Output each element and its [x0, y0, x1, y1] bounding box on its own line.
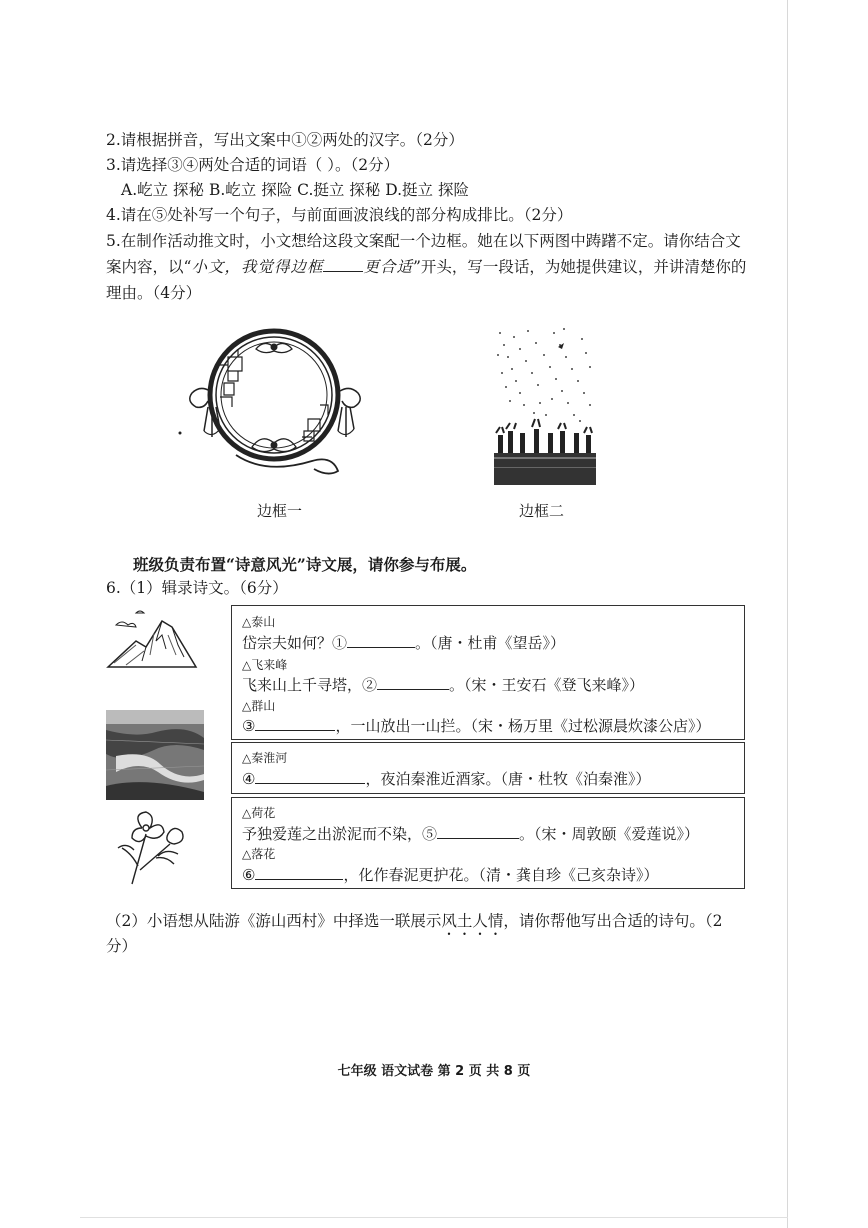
q5-quote-a: 小文，我觉得边框 — [191, 258, 324, 276]
answer-blank-4[interactable] — [255, 769, 365, 784]
poem-line-1-text: 岱宗夫如何？① — [242, 634, 348, 652]
tag-lotus: △荷花 — [242, 806, 276, 820]
poem-line-6-num: ⑥ — [242, 866, 256, 884]
poem-line-4 — [242, 768, 650, 789]
question-5-line-2 — [106, 257, 746, 277]
q5-quote-b: 更合适 — [363, 258, 413, 276]
frame-one-illustration — [176, 325, 372, 485]
poem-line-3-num: ③ — [242, 717, 256, 735]
poem-line-6-source: ，化作春泥更护花。（清・龚自珍《己亥杂诗》） — [343, 866, 659, 884]
poem-line-2-source: 。（宋・王安石《登飞来峰》） — [449, 676, 645, 694]
question-6-part-2-line-1 — [106, 911, 723, 939]
part-2-emphasis: 风土人情 — [441, 912, 504, 930]
part-2-text-a: （2）小语想从陆游《游山西村》中择选一联展示 — [106, 912, 442, 930]
poem-line-4-num: ④ — [242, 770, 256, 788]
lotus-flower-illustration — [112, 808, 192, 888]
poem-line-4-source: ，夜泊秦淮近酒家。（唐・杜牧《泊秦淮》） — [365, 770, 651, 788]
question-2: 2.请根据拼音，写出文案中①②两处的汉字。（2分） — [106, 131, 464, 149]
tag-qinhuai: △秦淮河 — [242, 751, 288, 765]
q5-blank[interactable] — [323, 257, 363, 272]
tag-feilaifeng: △飞来峰 — [242, 658, 288, 672]
poem-box-mountains — [231, 605, 745, 740]
tag-qunshan: △群山 — [242, 699, 276, 713]
mountain-illustration — [106, 605, 198, 673]
poem-line-3-source: ，一山放出一山拦。（宋・杨万里《过松源晨炊漆公店》） — [335, 717, 711, 735]
page-edge — [787, 0, 788, 1228]
poem-line-5-source: 。（宋・周敦颐《爱莲说》） — [519, 825, 700, 843]
answer-blank-5[interactable] — [437, 824, 519, 839]
poem-line-5-text: 予独爱莲之出淤泥而不染，⑤ — [242, 825, 438, 843]
question-6-part-1: 6.（1）辑录诗文。（6分） — [106, 579, 288, 597]
q5-text-a: 案内容，以“ — [106, 258, 192, 276]
poem-box-qinhuai — [231, 742, 745, 794]
question-5-line-3: 理由。（4分） — [106, 284, 202, 302]
frame-two-caption: 边框二 — [519, 502, 565, 520]
answer-blank-3[interactable] — [255, 716, 335, 731]
poem-line-1-source: 。（唐・杜甫《望岳》） — [415, 634, 566, 652]
part-2-text-b: ，请你帮他写出合适的诗句。（2 — [503, 912, 723, 930]
poem-line-5 — [242, 823, 699, 844]
river-valley-illustration — [106, 710, 204, 800]
poem-line-2 — [242, 674, 644, 695]
question-3: 3.请选择③④两处合适的词语（ ）。（2分） — [106, 156, 400, 174]
q5-text-b: ”开头，写一段话，为她提供建议，并讲清楚你的 — [412, 258, 747, 276]
question-4: 4.请在⑤处补写一个句子，与前面画波浪线的部分构成排比。（2分） — [106, 206, 573, 224]
answer-blank-6[interactable] — [255, 865, 343, 880]
poem-line-6 — [242, 864, 658, 885]
question-3-options: A.屹立 探秘 B.屹立 探险 C.挺立 探秘 D.挺立 探险 — [121, 181, 469, 199]
question-5-line-1: 5.在制作活动推文时，小文想给这段文案配一个边框。她在以下两图中踌躇不定。请你结合文 — [106, 232, 741, 250]
poem-line-2-text: 飞来山上千寻塔，② — [242, 676, 378, 694]
page-footer: 七年级 语文试卷 第 2 页 共 8 页 — [337, 1064, 531, 1079]
answer-blank-2[interactable] — [377, 675, 449, 690]
frame-one-caption: 边框一 — [257, 502, 303, 520]
page-bottom-edge — [80, 1217, 788, 1218]
answer-blank-1[interactable] — [347, 633, 415, 648]
poem-box-flowers — [231, 797, 745, 889]
tag-taishan: △泰山 — [242, 615, 276, 629]
tag-fallen-flower: △落花 — [242, 847, 276, 861]
frame-two-illustration — [494, 325, 596, 485]
question-6-part-2-line-2: 分） — [106, 937, 138, 955]
poem-line-1 — [242, 632, 565, 653]
section-title: 班级负责布置“诗意风光”诗文展，请你参与布展。 — [133, 555, 477, 574]
poem-line-3 — [242, 715, 710, 736]
